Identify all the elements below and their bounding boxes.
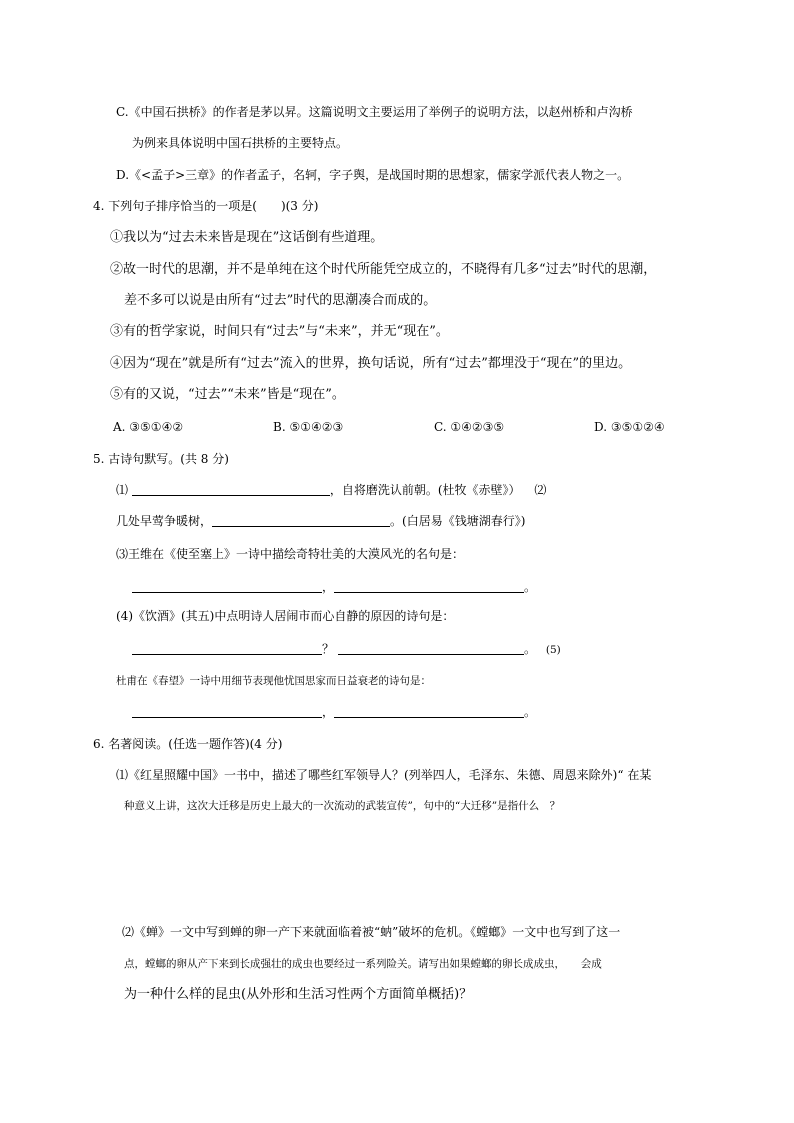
q4-sentence-4: ④因为“现在”就是所有“过去”流入的世界，换句话说，所有“过去”都埋没于“现在”的里边。 xyxy=(110,356,632,371)
q5-answer-blank-3a[interactable] xyxy=(132,578,322,593)
q6-item-2-line1: ⑵《蝉》一文中写到蝉的卵一产下来就面临着被“蚋”破坏的危机。《螳螂》一文中也写到了这一 xyxy=(122,925,621,939)
q4-option-d: D. ③⑤①②④ xyxy=(594,420,665,434)
q5-item-4-question-mark: ？ xyxy=(322,642,335,656)
q5-item-1-suffix: ，自将磨洗认前朝。(杜牧《赤壁》） xyxy=(329,483,521,497)
q4-option-b: B. ⑤①④②③ xyxy=(273,420,344,434)
q4-sentence-1: ①我以为“过去未来皆是现在”这话倒有些道理。 xyxy=(110,230,384,245)
q4-sentence-2-line1: ②故一时代的思潮，并不是单纯在这个时代所能凭空成立的，不晓得有几多“过去”时代的思潮， xyxy=(110,262,657,277)
q5-answer-blank-5a[interactable] xyxy=(132,703,322,718)
q5-answer-blank-4b[interactable] xyxy=(338,640,524,655)
q5-item-1-marker: ⑴ xyxy=(116,483,129,497)
q5-answer-blank-1[interactable] xyxy=(132,481,330,496)
q6-item-1-line2: 种意义上讲，这次大迁移是历史上最大的一次流动的武装宣传”，句中的“大迁移”是指什么 ？ xyxy=(124,800,561,812)
q5-item-2-marker: ⑵ xyxy=(534,483,547,497)
q5-item-3-comma: ， xyxy=(322,580,335,594)
q5-item-3-stem: ⑶王维在《使至塞上》一诗中描绘奇特壮美的大漠风光的名句是： xyxy=(116,547,465,561)
q5-item-5-stem: 杜甫在《春望》一诗中用细节表现他忧国思家而日益衰老的诗句是： xyxy=(116,675,431,687)
q6-stem: 6. 名著阅读。(任选一题作答)(4 分) xyxy=(93,737,283,751)
q5-stem: 5. 古诗句默写。(共 8 分) xyxy=(93,452,229,466)
q5-item-2-suffix: 。(白居易《钱塘湖春行》) xyxy=(390,514,526,528)
q6-item-2-line3: 为一种什么样的昆虫(从外形和生活习性两个方面简单概括)？ xyxy=(124,987,473,1002)
q5-answer-blank-2[interactable] xyxy=(212,512,390,527)
q3-option-c-line2: 为例来具体说明中国石拱桥的主要特点。 xyxy=(132,136,349,150)
q3-option-d: D.《<孟子>三章》的作者孟子，名轲，字子舆，是战国时期的思想家，儒家学派代表人物之一。 xyxy=(116,168,630,182)
q5-answer-blank-5b[interactable] xyxy=(334,703,524,718)
q3-option-c-line1: C.《中国石拱桥》的作者是茅以昇。这篇说明文主要运用了举例子的说明方法，以赵州桥和卢沟桥 xyxy=(116,105,633,119)
q4-stem: 4. 下列句子排序恰当的一项是( )(3 分) xyxy=(93,199,319,213)
q5-item-2-prefix: 几处早莺争暖树， xyxy=(116,514,213,528)
q5-item-1 xyxy=(116,481,546,499)
q5-item-4-answer-line xyxy=(132,640,561,659)
q5-answer-blank-4a[interactable] xyxy=(132,640,322,655)
q6-item-1-line1: ⑴《红星照耀中国》一书中，描述了哪些红军领导人？(列举四人，毛泽东、朱德、周恩来除外)“ 在某 xyxy=(116,768,652,782)
q5-item-4-stem: (4)《饮酒》(其五)中点明诗人居闹市而心自静的原因的诗句是： xyxy=(116,609,455,623)
q4-sentence-5: ⑤有的又说，“过去”“未来”皆是“现在”。 xyxy=(110,387,345,402)
q4-sentence-2-line2: 差不多可以说是由所有“过去”时代的思潮凑合而成的。 xyxy=(124,293,437,308)
q6-item-2-line2: 点，螳螂的卵从产下来到长成强壮的成虫也要经过一系列险关。请写出如果螳螂的卵长成成虫， 会成 xyxy=(124,958,602,970)
q4-option-a: A. ③⑤①④② xyxy=(113,420,184,434)
q5-item-5-marker: (5) xyxy=(545,644,561,656)
q5-item-5-period: 。 xyxy=(524,705,537,719)
q5-item-5-answer-line xyxy=(132,703,536,721)
q5-item-5-comma: ， xyxy=(322,705,335,719)
q5-item-4-period: 。 xyxy=(524,642,537,656)
q5-item-3-period: 。 xyxy=(524,580,537,594)
q4-sentence-3: ③有的哲学家说，时间只有“过去”与“未来”，并无“现在”。 xyxy=(110,324,449,339)
q4-option-c: C. ①④②③⑤ xyxy=(434,420,505,434)
q5-item-3-answer-line xyxy=(132,578,536,596)
q5-item-2 xyxy=(116,512,525,530)
q5-answer-blank-3b[interactable] xyxy=(334,578,524,593)
